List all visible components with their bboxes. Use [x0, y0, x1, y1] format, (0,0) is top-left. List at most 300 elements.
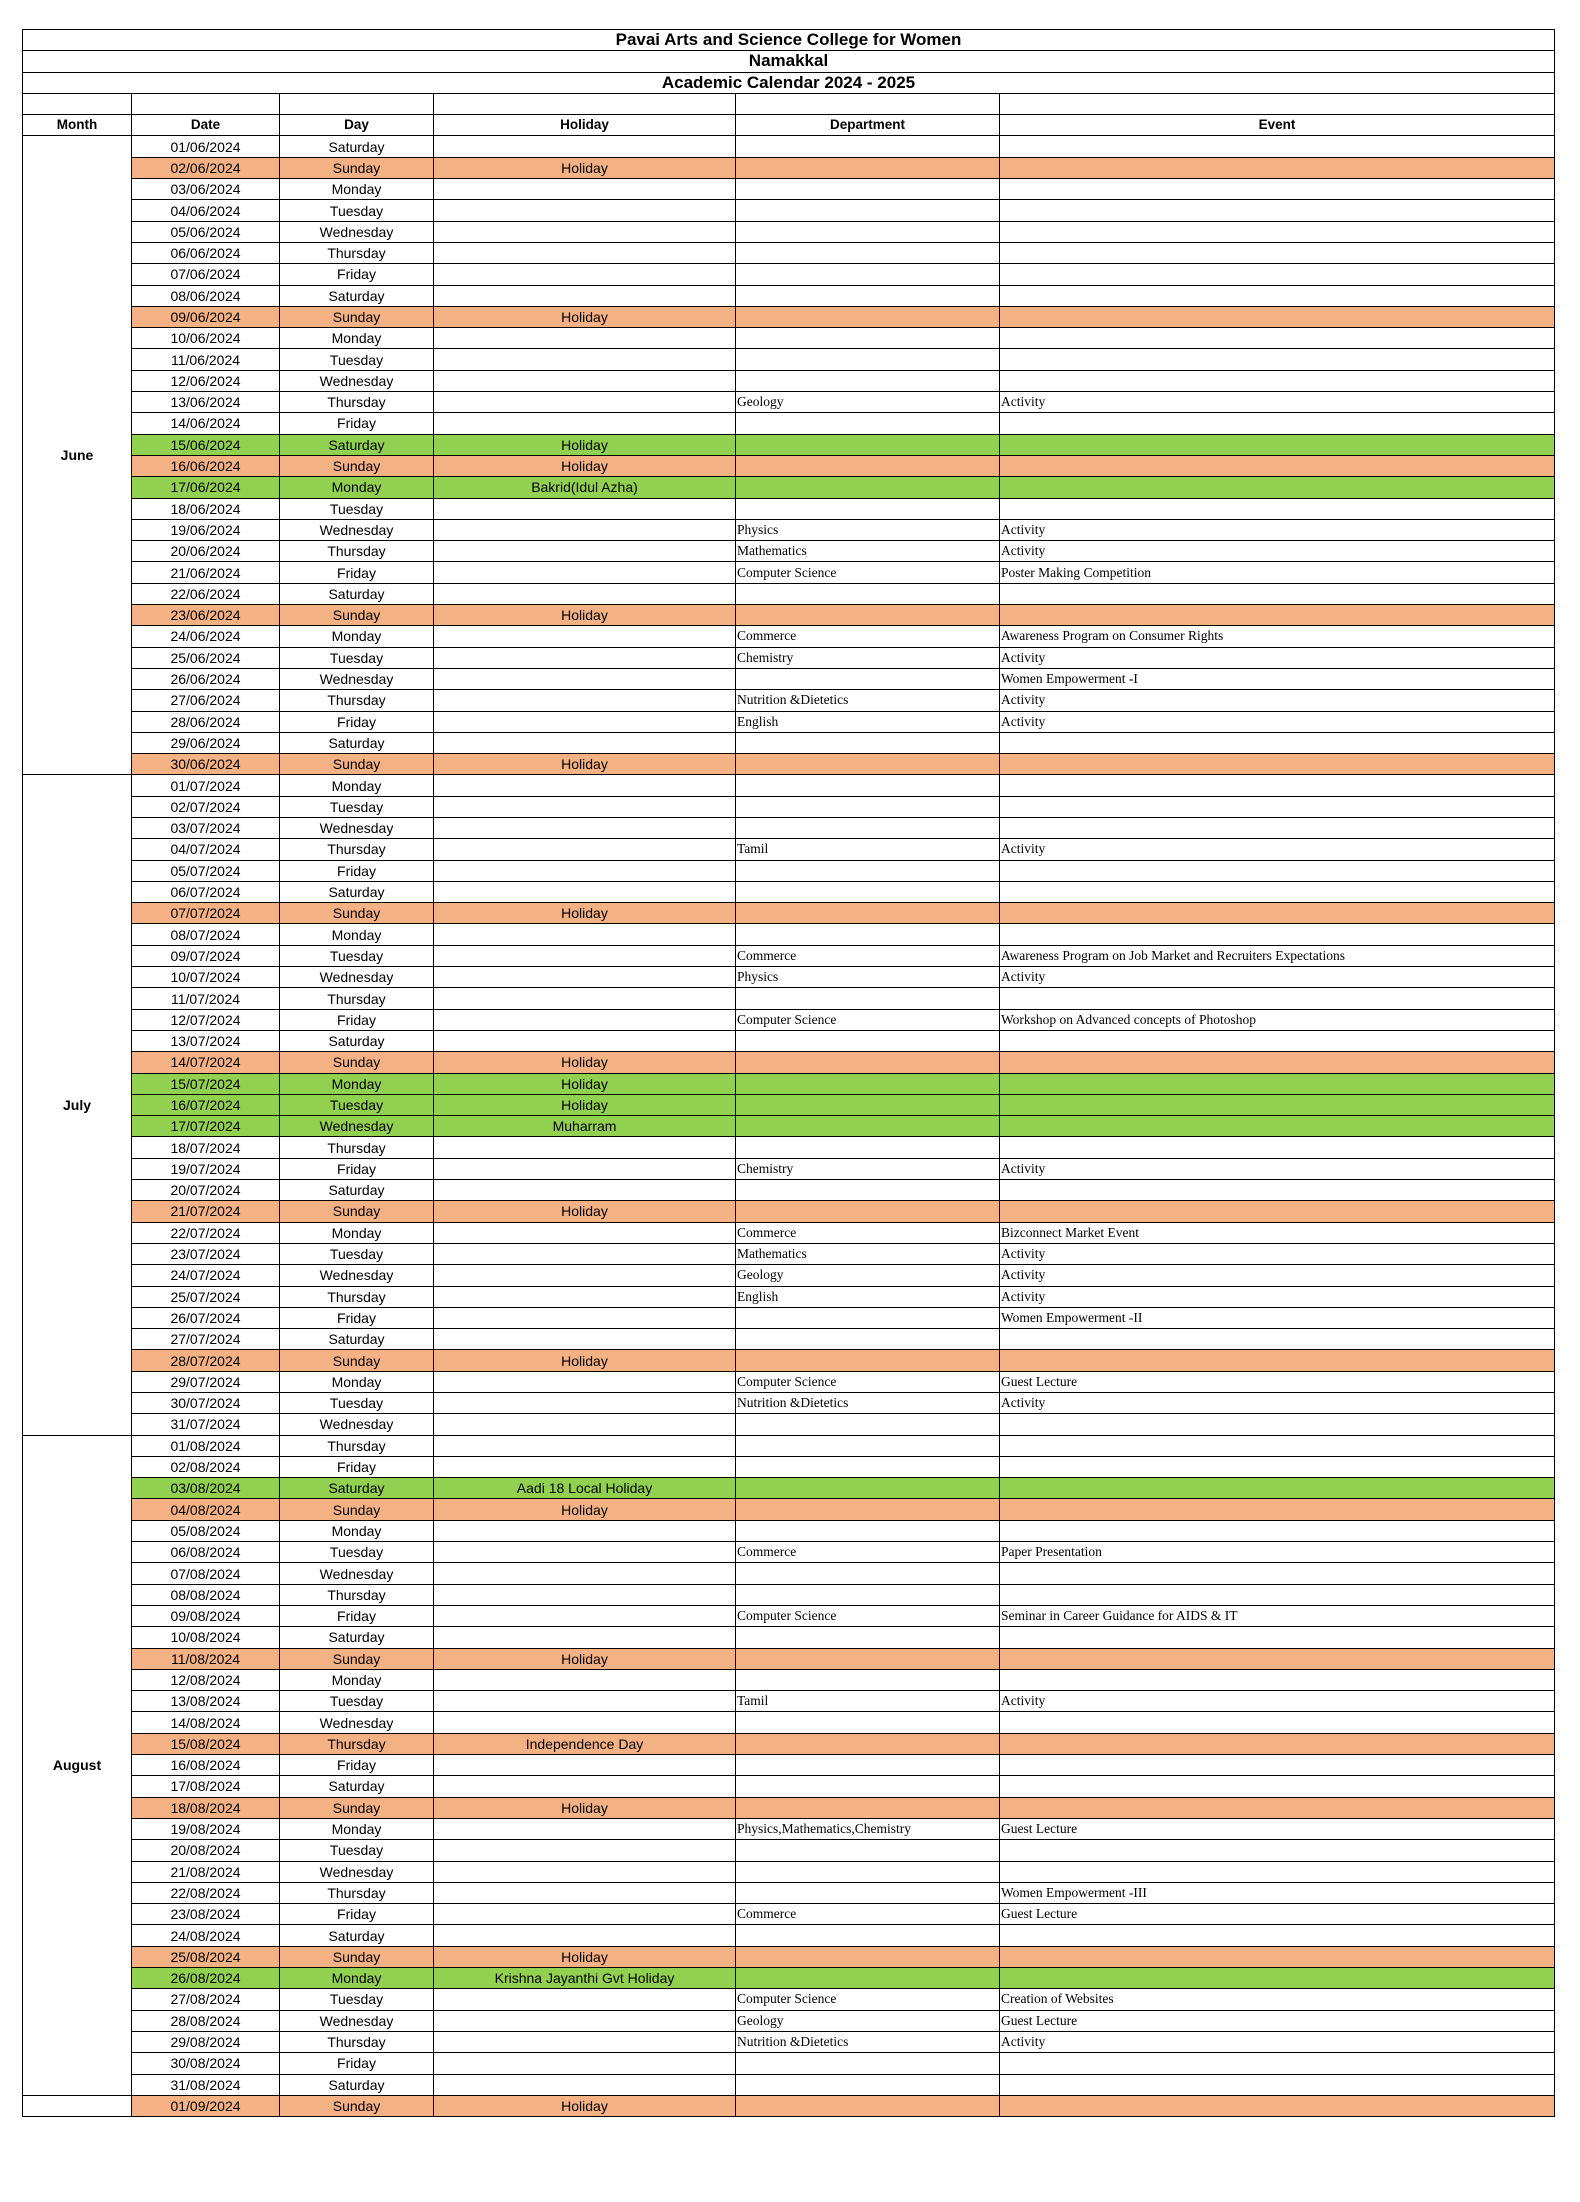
calendar-title: Academic Calendar 2024 - 2025 [23, 72, 1555, 93]
date-cell: 19/08/2024 [132, 1818, 280, 1839]
event-cell: Activity [1000, 541, 1555, 562]
department-cell [736, 583, 1000, 604]
calendar-row [23, 1180, 1555, 1201]
holiday-cell [434, 732, 736, 753]
holiday-cell [434, 519, 736, 540]
date-cell: 09/08/2024 [132, 1605, 280, 1626]
calendar-row [23, 1584, 1555, 1605]
day-cell: Saturday [280, 285, 434, 306]
department-cell [736, 221, 1000, 242]
day-cell: Wednesday [280, 370, 434, 391]
date-cell: 02/08/2024 [132, 1456, 280, 1477]
calendar-row [23, 328, 1555, 349]
month-label: July [23, 775, 132, 1435]
event-cell [1000, 1030, 1555, 1051]
event-cell: Activity [1000, 519, 1555, 540]
holiday-cell [434, 1180, 736, 1201]
event-cell [1000, 1073, 1555, 1094]
day-cell: Thursday [280, 1137, 434, 1158]
department-cell [736, 732, 1000, 753]
date-cell: 31/08/2024 [132, 2074, 280, 2095]
department-cell [736, 370, 1000, 391]
date-cell: 08/06/2024 [132, 285, 280, 306]
day-cell: Thursday [280, 392, 434, 413]
day-cell: Monday [280, 477, 434, 498]
date-cell: 09/07/2024 [132, 945, 280, 966]
department-cell [736, 1712, 1000, 1733]
date-cell: 30/07/2024 [132, 1393, 280, 1414]
event-cell [1000, 860, 1555, 881]
date-cell: 18/07/2024 [132, 1137, 280, 1158]
department-cell [736, 1968, 1000, 1989]
holiday-cell [434, 136, 736, 157]
department-cell [736, 179, 1000, 200]
event-cell [1000, 1520, 1555, 1541]
day-cell: Wednesday [280, 1861, 434, 1882]
date-cell: 15/08/2024 [132, 1733, 280, 1754]
event-cell [1000, 1137, 1555, 1158]
calendar-row [23, 349, 1555, 370]
calendar-row [23, 839, 1555, 860]
holiday-cell [434, 1243, 736, 1264]
calendar-row [23, 455, 1555, 476]
department-cell [736, 1201, 1000, 1222]
holiday-cell [434, 1265, 736, 1286]
date-cell: 14/07/2024 [132, 1052, 280, 1073]
holiday-cell [434, 2010, 736, 2031]
department-cell: Mathematics [736, 1243, 1000, 1264]
department-cell [736, 796, 1000, 817]
event-cell [1000, 796, 1555, 817]
calendar-row [23, 242, 1555, 263]
day-cell: Saturday [280, 434, 434, 455]
holiday-cell [434, 1691, 736, 1712]
holiday-cell: Holiday [434, 306, 736, 327]
day-cell: Tuesday [280, 200, 434, 221]
event-cell [1000, 775, 1555, 796]
event-cell [1000, 817, 1555, 838]
calendar-row [23, 1840, 1555, 1861]
place-row [23, 51, 1555, 72]
date-cell: 08/08/2024 [132, 1584, 280, 1605]
department-cell: Mathematics [736, 541, 1000, 562]
event-cell: Awareness Program on Job Market and Recruiters Expectations [1000, 945, 1555, 966]
event-cell [1000, 1116, 1555, 1137]
event-cell [1000, 732, 1555, 753]
day-cell: Wednesday [280, 519, 434, 540]
calendar-row [23, 583, 1555, 604]
calendar-row [23, 775, 1555, 796]
date-cell: 21/07/2024 [132, 1201, 280, 1222]
blank-cell [1000, 93, 1555, 114]
holiday-cell [434, 498, 736, 519]
event-cell [1000, 1499, 1555, 1520]
day-cell: Wednesday [280, 668, 434, 689]
department-cell: Geology [736, 1265, 1000, 1286]
date-cell: 01/09/2024 [132, 2095, 280, 2116]
day-cell: Friday [280, 413, 434, 434]
day-cell: Sunday [280, 157, 434, 178]
date-cell: 20/08/2024 [132, 1840, 280, 1861]
month-label: August [23, 1435, 132, 2095]
calendar-row [23, 1968, 1555, 1989]
holiday-cell [434, 2031, 736, 2052]
date-cell: 05/08/2024 [132, 1520, 280, 1541]
date-cell: 26/08/2024 [132, 1968, 280, 1989]
department-cell [736, 328, 1000, 349]
holiday-cell: Holiday [434, 1648, 736, 1669]
date-cell: 06/08/2024 [132, 1542, 280, 1563]
date-cell: 26/06/2024 [132, 668, 280, 689]
calendar-row [23, 647, 1555, 668]
event-cell [1000, 1584, 1555, 1605]
event-cell [1000, 157, 1555, 178]
holiday-cell [434, 349, 736, 370]
date-cell: 21/08/2024 [132, 1861, 280, 1882]
holiday-cell [434, 1542, 736, 1563]
event-cell [1000, 1968, 1555, 1989]
date-cell: 08/07/2024 [132, 924, 280, 945]
calendar-row [23, 1371, 1555, 1392]
calendar-row [23, 1542, 1555, 1563]
date-cell: 22/07/2024 [132, 1222, 280, 1243]
holiday-cell: Holiday [434, 1094, 736, 1115]
date-cell: 04/06/2024 [132, 200, 280, 221]
calendar-row [23, 392, 1555, 413]
day-cell: Monday [280, 1520, 434, 1541]
calendar-row [23, 541, 1555, 562]
calendar-row [23, 1478, 1555, 1499]
day-cell: Sunday [280, 306, 434, 327]
calendar-row [23, 1669, 1555, 1690]
holiday-cell: Independence Day [434, 1733, 736, 1754]
date-cell: 05/06/2024 [132, 221, 280, 242]
day-cell: Monday [280, 1818, 434, 1839]
calendar-row [23, 1201, 1555, 1222]
college-name-row [23, 30, 1555, 51]
calendar-row [23, 434, 1555, 455]
calendar-row [23, 1158, 1555, 1179]
calendar-row [23, 945, 1555, 966]
department-cell [736, 242, 1000, 263]
calendar-row [23, 1350, 1555, 1371]
event-cell [1000, 1712, 1555, 1733]
holiday-cell [434, 285, 736, 306]
holiday-cell [434, 1371, 736, 1392]
calendar-row [23, 413, 1555, 434]
calendar-row [23, 179, 1555, 200]
day-cell: Thursday [280, 242, 434, 263]
holiday-cell [434, 1755, 736, 1776]
department-cell: Tamil [736, 839, 1000, 860]
date-cell: 11/07/2024 [132, 988, 280, 1009]
blank-cell [736, 93, 1000, 114]
calendar-row [23, 711, 1555, 732]
day-cell: Thursday [280, 839, 434, 860]
date-cell: 05/07/2024 [132, 860, 280, 881]
calendar-row [23, 1243, 1555, 1264]
event-cell [1000, 1094, 1555, 1115]
department-cell [736, 1414, 1000, 1435]
date-cell: 31/07/2024 [132, 1414, 280, 1435]
date-cell: 25/08/2024 [132, 1946, 280, 1967]
event-cell [1000, 2053, 1555, 2074]
event-cell: Activity [1000, 1393, 1555, 1414]
calendar-row [23, 903, 1555, 924]
holiday-cell [434, 242, 736, 263]
date-cell: 23/07/2024 [132, 1243, 280, 1264]
event-cell [1000, 2095, 1555, 2116]
day-cell: Thursday [280, 988, 434, 1009]
event-cell: Seminar in Career Guidance for AIDS & IT [1000, 1605, 1555, 1626]
date-cell: 29/06/2024 [132, 732, 280, 753]
holiday-cell: Holiday [434, 1201, 736, 1222]
date-cell: 11/08/2024 [132, 1648, 280, 1669]
holiday-cell: Holiday [434, 903, 736, 924]
date-cell: 14/08/2024 [132, 1712, 280, 1733]
event-cell [1000, 1733, 1555, 1754]
event-cell [1000, 370, 1555, 391]
date-cell: 01/06/2024 [132, 136, 280, 157]
date-cell: 09/06/2024 [132, 306, 280, 327]
holiday-cell [434, 775, 736, 796]
holiday-cell [434, 668, 736, 689]
holiday-cell: Holiday [434, 455, 736, 476]
event-cell [1000, 1776, 1555, 1797]
department-cell: Commerce [736, 1542, 1000, 1563]
department-cell: Commerce [736, 1904, 1000, 1925]
date-cell: 07/06/2024 [132, 264, 280, 285]
department-cell [736, 881, 1000, 902]
date-cell: 28/08/2024 [132, 2010, 280, 2031]
academic-calendar-table [22, 29, 1555, 2117]
day-cell: Saturday [280, 1627, 434, 1648]
day-cell: Tuesday [280, 1542, 434, 1563]
date-cell: 11/06/2024 [132, 349, 280, 370]
day-cell: Tuesday [280, 1691, 434, 1712]
date-cell: 02/07/2024 [132, 796, 280, 817]
date-cell: 20/06/2024 [132, 541, 280, 562]
holiday-cell [434, 562, 736, 583]
holiday-cell [434, 1627, 736, 1648]
holiday-cell [434, 626, 736, 647]
holiday-cell: Bakrid(Idul Azha) [434, 477, 736, 498]
department-cell: English [736, 711, 1000, 732]
calendar-row [23, 519, 1555, 540]
date-cell: 25/06/2024 [132, 647, 280, 668]
holiday-cell [434, 1563, 736, 1584]
department-cell [736, 1116, 1000, 1137]
holiday-cell [434, 1925, 736, 1946]
event-cell [1000, 1052, 1555, 1073]
department-cell: Nutrition &Dietetics [736, 2031, 1000, 2052]
holiday-cell [434, 264, 736, 285]
calendar-title-row [23, 72, 1555, 93]
day-cell: Saturday [280, 1776, 434, 1797]
event-cell [1000, 1201, 1555, 1222]
day-cell: Monday [280, 1968, 434, 1989]
event-cell [1000, 1350, 1555, 1371]
department-cell: Tamil [736, 1691, 1000, 1712]
column-header-row [23, 115, 1555, 136]
event-cell [1000, 264, 1555, 285]
day-cell: Wednesday [280, 1116, 434, 1137]
holiday-cell [434, 839, 736, 860]
month-column-header: Month [23, 115, 132, 136]
day-cell: Saturday [280, 1329, 434, 1350]
day-cell: Tuesday [280, 1243, 434, 1264]
department-cell [736, 1350, 1000, 1371]
department-cell [736, 306, 1000, 327]
date-cell: 17/08/2024 [132, 1776, 280, 1797]
holiday-cell [434, 945, 736, 966]
event-cell [1000, 1329, 1555, 1350]
holiday-cell [434, 1137, 736, 1158]
event-cell [1000, 285, 1555, 306]
day-cell: Saturday [280, 136, 434, 157]
event-cell: Activity [1000, 1286, 1555, 1307]
event-cell: Activity [1000, 1265, 1555, 1286]
holiday-cell [434, 817, 736, 838]
holiday-cell [434, 1904, 736, 1925]
department-cell [736, 668, 1000, 689]
department-column-header: Department [736, 115, 1000, 136]
calendar-row [23, 1520, 1555, 1541]
calendar-row [23, 732, 1555, 753]
day-cell: Wednesday [280, 221, 434, 242]
day-cell: Saturday [280, 1030, 434, 1051]
department-cell [736, 1052, 1000, 1073]
department-cell [736, 1946, 1000, 1967]
calendar-row [23, 754, 1555, 775]
date-cell: 01/08/2024 [132, 1435, 280, 1456]
department-cell [736, 817, 1000, 838]
day-cell: Tuesday [280, 796, 434, 817]
event-cell [1000, 349, 1555, 370]
calendar-row [23, 157, 1555, 178]
calendar-row [23, 860, 1555, 881]
department-cell [736, 775, 1000, 796]
event-cell: Guest Lecture [1000, 1818, 1555, 1839]
day-cell: Monday [280, 179, 434, 200]
department-cell: Commerce [736, 945, 1000, 966]
day-cell: Tuesday [280, 349, 434, 370]
department-cell: English [736, 1286, 1000, 1307]
calendar-row [23, 306, 1555, 327]
holiday-cell [434, 1158, 736, 1179]
event-cell: Activity [1000, 1158, 1555, 1179]
date-cell: 22/06/2024 [132, 583, 280, 604]
day-cell: Wednesday [280, 1563, 434, 1584]
day-cell: Sunday [280, 455, 434, 476]
day-cell: Tuesday [280, 1989, 434, 2010]
event-cell [1000, 1669, 1555, 1690]
holiday-cell [434, 413, 736, 434]
event-cell [1000, 498, 1555, 519]
department-cell [736, 1180, 1000, 1201]
day-cell: Wednesday [280, 1712, 434, 1733]
calendar-row [23, 605, 1555, 626]
holiday-cell [434, 1435, 736, 1456]
day-cell: Friday [280, 1605, 434, 1626]
event-cell [1000, 1648, 1555, 1669]
calendar-row [23, 668, 1555, 689]
date-cell: 02/06/2024 [132, 157, 280, 178]
event-cell: Poster Making Competition [1000, 562, 1555, 583]
event-cell [1000, 881, 1555, 902]
day-cell: Tuesday [280, 498, 434, 519]
calendar-row [23, 1030, 1555, 1051]
holiday-cell [434, 1840, 736, 1861]
event-cell [1000, 306, 1555, 327]
calendar-row [23, 1009, 1555, 1030]
day-cell: Saturday [280, 732, 434, 753]
holiday-cell: Holiday [434, 605, 736, 626]
calendar-row [23, 1605, 1555, 1626]
event-cell [1000, 242, 1555, 263]
date-cell: 03/08/2024 [132, 1478, 280, 1499]
holiday-cell: Aadi 18 Local Holiday [434, 1478, 736, 1499]
event-cell: Activity [1000, 647, 1555, 668]
calendar-row [23, 1435, 1555, 1456]
calendar-row [23, 1946, 1555, 1967]
department-cell: Computer Science [736, 1009, 1000, 1030]
day-cell: Thursday [280, 1435, 434, 1456]
holiday-cell [434, 1882, 736, 1903]
blank-cell [23, 93, 132, 114]
calendar-row [23, 1861, 1555, 1882]
event-cell: Awareness Program on Consumer Rights [1000, 626, 1555, 647]
day-cell: Sunday [280, 754, 434, 775]
department-cell: Commerce [736, 1222, 1000, 1243]
calendar-row [23, 1691, 1555, 1712]
date-cell: 06/06/2024 [132, 242, 280, 263]
date-cell: 03/07/2024 [132, 817, 280, 838]
day-cell: Friday [280, 2053, 434, 2074]
date-cell: 23/08/2024 [132, 1904, 280, 1925]
day-cell: Wednesday [280, 817, 434, 838]
blank-cell [132, 93, 280, 114]
department-cell [736, 285, 1000, 306]
calendar-row [23, 200, 1555, 221]
calendar-row [23, 988, 1555, 1009]
department-cell: Commerce [736, 626, 1000, 647]
department-cell [736, 1435, 1000, 1456]
department-cell [736, 924, 1000, 945]
day-cell: Monday [280, 1073, 434, 1094]
date-cell: 18/06/2024 [132, 498, 280, 519]
day-cell: Friday [280, 1009, 434, 1030]
department-cell [736, 1797, 1000, 1818]
day-cell: Tuesday [280, 945, 434, 966]
holiday-cell [434, 1456, 736, 1477]
holiday-cell [434, 1520, 736, 1541]
day-cell: Saturday [280, 881, 434, 902]
department-cell: Geology [736, 2010, 1000, 2031]
department-cell [736, 1073, 1000, 1094]
day-cell: Friday [280, 1904, 434, 1925]
day-cell: Friday [280, 1307, 434, 1328]
calendar-row [23, 1222, 1555, 1243]
department-cell [736, 1329, 1000, 1350]
calendar-row [23, 1776, 1555, 1797]
event-cell [1000, 1797, 1555, 1818]
holiday-cell [434, 924, 736, 945]
calendar-row [23, 1499, 1555, 1520]
event-cell: Activity [1000, 1691, 1555, 1712]
department-cell [736, 455, 1000, 476]
day-cell: Friday [280, 264, 434, 285]
